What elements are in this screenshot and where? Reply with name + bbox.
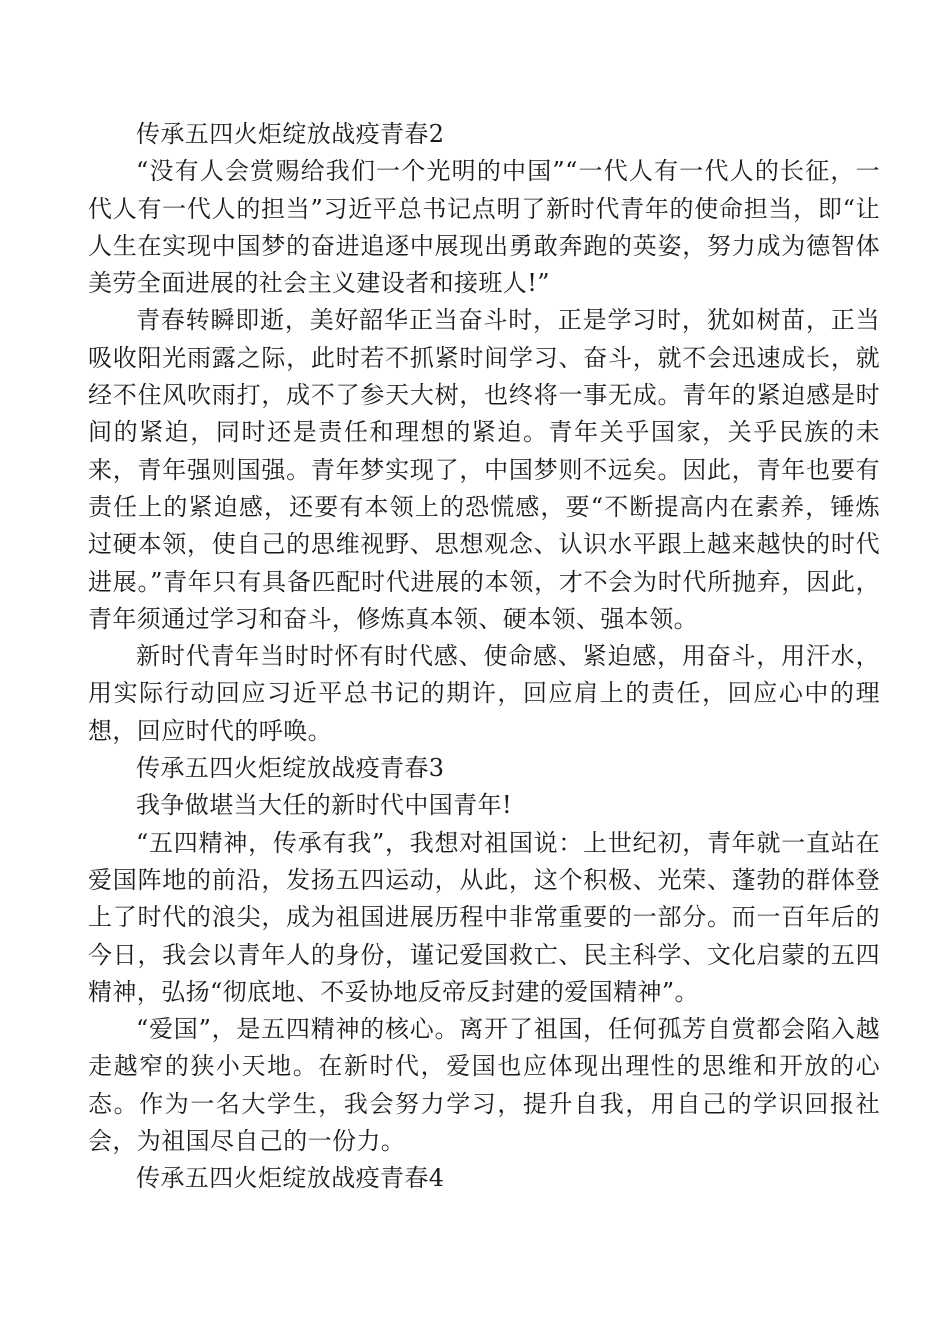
section-title: 传承五四火炬绽放战疫青春4 xyxy=(136,1164,445,1193)
paragraph: 我争做堪当大任的新时代中国青年! xyxy=(136,791,513,820)
paragraph: “爱国”，是五四精神的核心。离开了祖国，任何孤芳自赏都会陷入越走越窄的狭小天地。在新时代，爱国也应体现出理性的思维和开放的心态。作为一名大学生，我会努力学习，提升自我，用自己的学识回报社会，为祖国尽自己的一份力。 xyxy=(88,1015,880,1156)
paragraph: “没有人会赏赐给我们一个光明的中国”“一代人有一代人的长征，一代人有一代人的担当”习近平总书记点明了新时代青年的使命担当，即“让人生在实现中国梦的奋进追逐中展现出勇敢奔跑的英姿，努力成为德智体美劳全面进展的社会主义建设者和接班人!” xyxy=(88,157,880,298)
paragraph: “五四精神，传承有我”，我想对祖国说：上世纪初，青年就一直站在爱国阵地的前沿，发扬五四运动，从此，这个积极、光荣、蓬勃的群体登上了时代的浪尖，成为祖国进展历程中非常重要的一部分。而一百年后的今日，我会以青年人的身份，谨记爱国救亡、民主科学、文化启蒙的五四精神，弘扬“彻底地、不妥协地反帝反封建的爱国精神”。 xyxy=(88,828,880,1006)
section-title: 传承五四火炬绽放战疫青春3 xyxy=(136,754,445,783)
paragraph: 新时代青年当时时怀有时代感、使命感、紧迫感，用奋斗，用汗水，用实际行动回应习近平总书记的期许，回应肩上的责任，回应心中的理想，回应时代的呼唤。 xyxy=(88,642,880,745)
paragraph: 青春转瞬即逝，美好韶华正当奋斗时，正是学习时，犹如树苗，正当吸收阳光雨露之际，此时若不抓紧时间学习、奋斗，就不会迅速成长，就经不住风吹雨打，成不了参天大树，也终将一事无成。青年的紧迫感是时间的紧迫，同时还是责任和理想的紧迫。青年关乎国家，关乎民族的未来，青年强则国强。青年梦实现了，中国梦则不远矣。因此，青年也要有责任上的紧迫感，还要有本领上的恐慌感，要“不断提高内在素养，锤炼过硬本领，使自己的思维视野、思想观念、认识水平跟上越来越快的时代进展。”青年只有具备匹配时代进展的本领，才不会为时代所抛弃，因此，青年须通过学习和奋斗，修炼真本领、硬本领、强本领。 xyxy=(88,306,880,633)
document-page xyxy=(88,116,880,1198)
section-title: 传承五四火炬绽放战疫青春2 xyxy=(136,120,445,148)
